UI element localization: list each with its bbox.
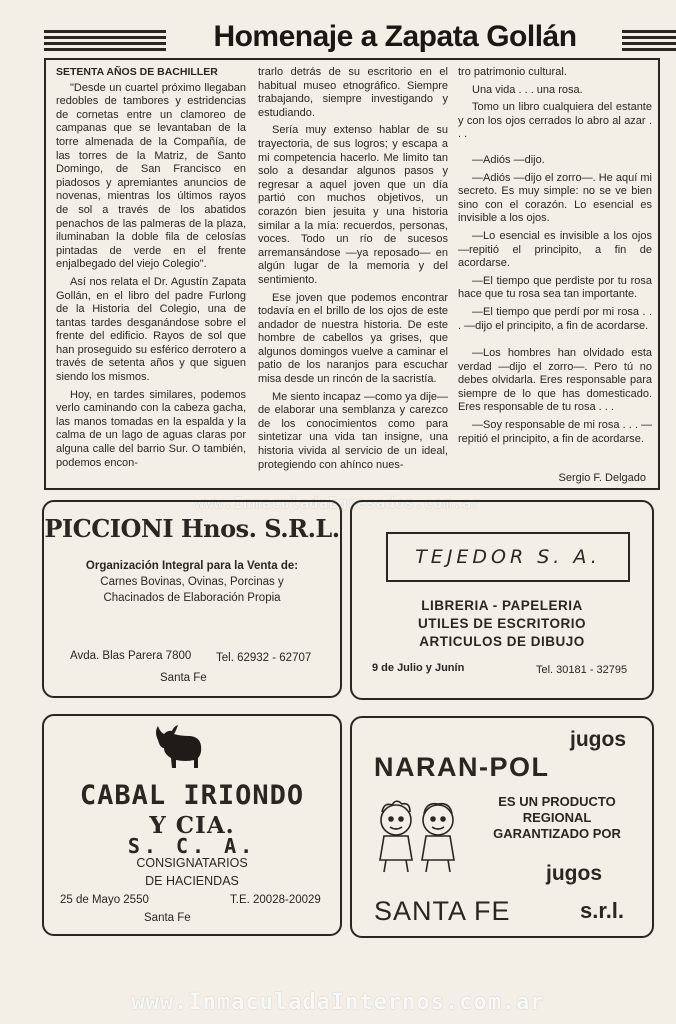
ad-naranpol-jugos: jugos	[570, 728, 626, 751]
article-subhead: SETENTA AÑOS DE BACHILLER	[56, 66, 218, 78]
ad-cabal-name-3: S. C. A.	[127, 834, 257, 858]
article-title: Homenaje a Zapata Gollán	[213, 20, 577, 53]
ad-cabal-city: Santa Fe	[144, 912, 191, 924]
bull-icon	[150, 722, 204, 772]
article-paragraph: tro patrimonio cultural.	[458, 66, 567, 78]
mascots-icon	[368, 796, 468, 876]
ad-tejedor-phone: Tel. 30181 - 32795	[536, 664, 628, 676]
article-paragraph: Así nos relata el Dr. Agustín Zapata Gollán, en el libro del padre Furlong de la Historia del Colegio, una de tantas tardes desganándose sobre el frente del edificio. Rayos de sol que han proseguido su esférico derrotero a través de setenta años y que siguen siendo los mismos.	[56, 275, 246, 384]
article-column-3	[458, 66, 652, 450]
header-rule-right	[622, 30, 676, 52]
article-header	[44, 20, 664, 58]
article-paragraph: Hoy, en tardes similares, podemos verlo caminando con la cabeza gacha, las manos tomadas en la espalda y la calma de un lago de aguas claras por alguna calle del barrio Sur. O también, podemos encon-	[56, 388, 246, 469]
article-paragraph: Sería muy extenso hablar de su trayectoria, de sus logros; y escapa a mi competencia hacerlo. Me limito tan solo a desandar algunos pasos y regresar a aquel joven que un día partió con muchos objetivos, un corazón bien jesuita y una historia similar a la mía: recuerdos, personas, voces. Todo un río de sucesos arremansándose —ya reposado— en algún lugar de la memoria y del sentimiento.	[258, 124, 448, 286]
ad-tejedor-line: UTILES DE ESCRITORIO	[417, 616, 587, 631]
ad-piccioni-line: Organización Integral para la Venta de:	[85, 560, 299, 572]
ad-tejedor	[350, 500, 654, 700]
ad-piccioni-city: Santa Fe	[160, 672, 207, 684]
ad-naranpol-brand: NARAN-POL	[374, 752, 550, 782]
article-box	[44, 58, 660, 490]
article-paragraph: —El tiempo que perdí por mi rosa . . . —dijo el principito, a fin de acordarse.	[458, 305, 652, 332]
ad-piccioni-line: Carnes Bovinas, Ovinas, Porcinas y	[100, 576, 284, 588]
ad-naranpol-suffix: s.r.l.	[580, 898, 625, 923]
header-rule-left	[44, 30, 166, 52]
article-paragraph: —Adiós —dijo el zorro—. He aquí mi secreto. Es muy simple: no se ve bien sino con el corazón. Lo esencial es invisible a los ojos.	[458, 171, 652, 225]
watermark-bottom: www.InmaculadaInternos.com.ar	[131, 990, 545, 1015]
article-paragraph: —Adiós —dijo.	[472, 153, 545, 166]
ad-cabal-name-2: Y CIA.	[149, 812, 235, 839]
ad-cabal-address: 25 de Mayo 2550	[60, 894, 149, 906]
ad-naranpol-line: GARANTIZADO POR	[493, 826, 621, 841]
ad-piccioni-line: Chacinados de Elaboración Propia	[103, 592, 281, 604]
article-paragraph: trarlo detrás de su escritorio en el habitual museo etnográfico. Siempre trabajando, siempre investigando y estudiando.	[258, 66, 448, 119]
ad-cabal-phone: T.E. 20028-20029	[230, 894, 321, 906]
ad-naranpol-footer: SANTA FE	[374, 896, 511, 926]
article-paragraph: —El tiempo que perdiste por tu rosa hace que tu rosa sea tan importante.	[458, 274, 652, 301]
ad-naranpol-jugos: jugos	[546, 862, 602, 885]
ad-tejedor-name: TEJEDOR S. A.	[415, 546, 601, 568]
article-column-1	[56, 66, 246, 474]
ad-naranpol	[350, 716, 654, 938]
ad-cabal-iriondo	[42, 714, 342, 936]
ad-naranpol-line: REGIONAL	[522, 810, 592, 825]
ad-piccioni-name: PICCIONI Hnos. S.R.L.	[44, 514, 340, 543]
article-paragraph: Me siento incapaz —como ya dije— de elaborar una semblanza y carezco de los conocimientos como para sintetizar una vida tan insigne, una historia vivida al servicio de un ideal, protegiendo con ahínco nues-	[258, 390, 448, 471]
ad-cabal-line: DE HACIENDAS	[145, 874, 239, 888]
ad-tejedor-line: LIBRERIA - PAPELERIA	[421, 598, 583, 613]
article-paragraph: "Desde un cuartel próximo llegaban redobles de tambores y estridencias de cornetas entre un clamoreo de campanas que se levantaban de la torre almenada de la Compañía, de las torres de la Matriz, de Santo Domingo, de San Francisco en piadosos y apremiantes anuncios de novenas, mientras los últimos rayos de sol a través de los abatidos penachos de las palmeras de la plaza, iluminaban la doble fila de celosías pintadas de verde en el frente enjalbegado del viejo Colegio".	[56, 81, 246, 271]
ad-naranpol-line: ES UN PRODUCTO	[498, 794, 616, 809]
ad-piccioni-phone: Tel. 62932 - 62707	[216, 652, 312, 664]
ad-tejedor-line: ARTICULOS DE DIBUJO	[419, 634, 585, 649]
ad-tejedor-address: 9 de Julio y Junín	[372, 662, 465, 674]
article-paragraph: —Los hombres han olvidado esta verdad —dijo el zorro—. Pero tú no debes olvidarla. Eres responsable para siempre de lo que has domesticado. Eres responsable de tu rosa . . .	[458, 347, 652, 414]
ad-tejedor-logo-box	[386, 532, 630, 582]
article-signature: Sergio F. Delgado	[558, 472, 646, 484]
article-paragraph: Tomo un libro cualquiera del estante y con los ojos cerrados lo abro al azar . . .	[458, 101, 652, 141]
article-paragraph: —Soy responsable de mi rosa . . . —repitió el principito, a fin de acordarse.	[458, 419, 652, 445]
article-paragraph: —Lo esencial es invisible a los ojos —repitió el principito, a fin de acordarse.	[458, 229, 652, 270]
article-paragraph: Ese joven que podemos encontrar todavía en el brillo de los ojos de este andador de nuestra historia. De este hombre de cabellos ya grises, que algunos domingos vuelve a caminar el patio de los naranjos para escuchar misa desde un rincón de la sacristía.	[258, 291, 448, 386]
ad-cabal-name: CABAL IRIONDO	[79, 780, 305, 811]
ad-piccioni-address: Avda. Blas Parera 7800	[70, 650, 192, 662]
ad-piccioni	[42, 500, 342, 698]
ad-cabal-line: CONSIGNATARIOS	[136, 856, 248, 870]
article-paragraph: Una vida . . . una rosa.	[472, 83, 583, 96]
article-column-2	[258, 66, 448, 476]
watermark-top: www.InmaculadaEgresados.com.ar	[195, 494, 481, 512]
